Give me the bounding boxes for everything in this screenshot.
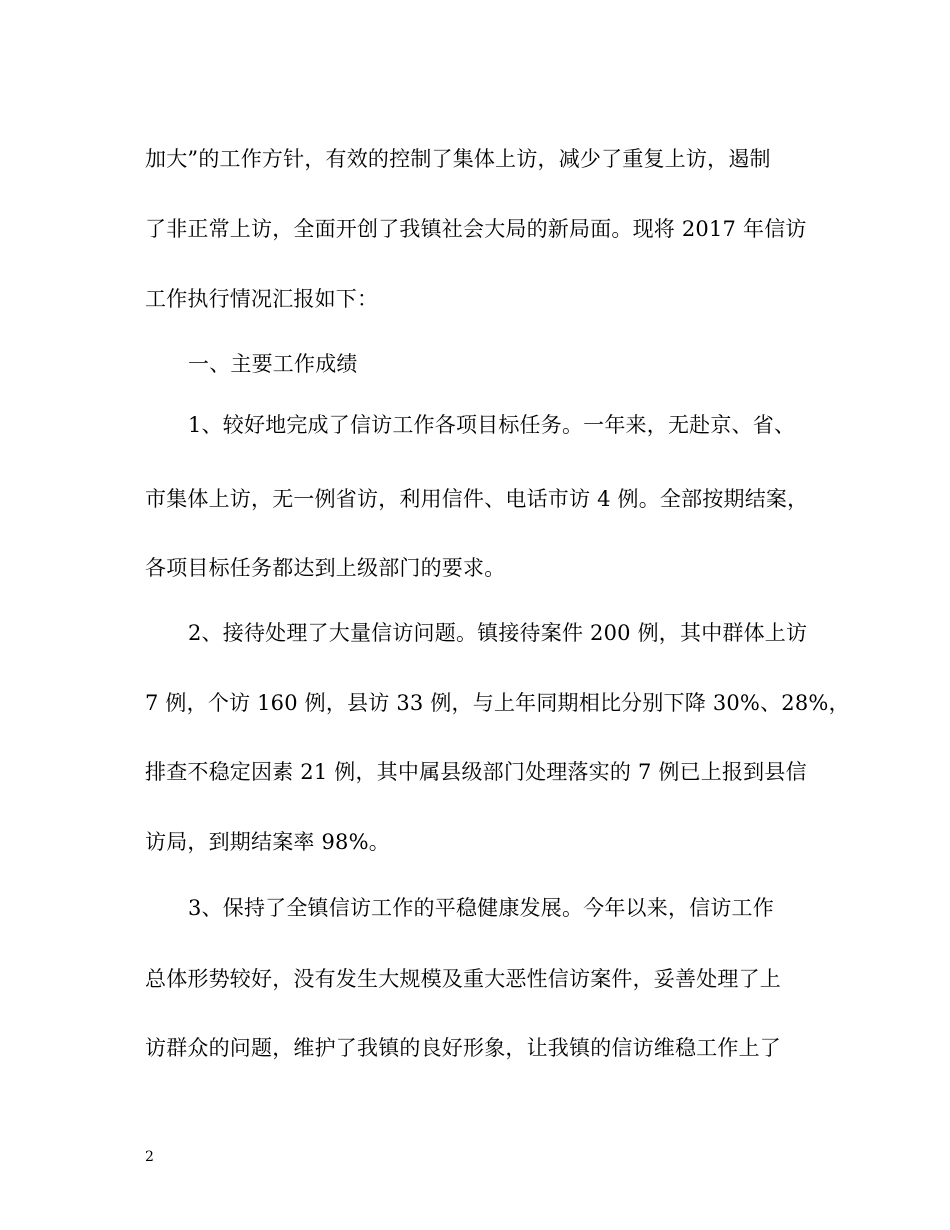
section-heading: 一、主要工作成绩 bbox=[188, 352, 358, 376]
body-text-line: 了非正常上访，全面开创了我镇社会大局的新局面。现将 2017 年信访 bbox=[145, 217, 807, 241]
body-text-line: 各项目标任务都达到上级部门的要求。 bbox=[145, 556, 506, 580]
body-text-line: 总体形势较好，没有发生大规模及重大恶性信访案件，妥善处理了上 bbox=[145, 967, 781, 991]
body-text-line: 加大”的工作方针，有效的控制了集体上访，减少了重复上访，遏制 bbox=[145, 147, 771, 171]
body-text-line: 市集体上访，无一例省访，利用信件、电话市访 4 例。全部按期结案， bbox=[145, 487, 809, 511]
body-text-line: 排查不稳定因素 21 例，其中属县级部门处理落实的 7 例已上报到县信 bbox=[145, 760, 807, 784]
body-text-line: 2、接待处理了大量信访问题。镇接待案件 200 例，其中群体上访 bbox=[188, 621, 808, 645]
body-text-line: 访群众的问题，维护了我镇的良好形象，让我镇的信访维稳工作上了 bbox=[145, 1036, 781, 1060]
body-text-line: 7 例，个访 160 例，县访 33 例，与上年同期相比分别下降 30%、28%， bbox=[145, 691, 850, 715]
page-number: 2 bbox=[145, 1149, 154, 1165]
body-text-line: 工作执行情况汇报如下： bbox=[145, 287, 379, 311]
body-text-line: 3、保持了全镇信访工作的平稳健康发展。今年以来，信访工作 bbox=[188, 896, 774, 920]
body-text-line: 访局，到期结案率 98%。 bbox=[145, 830, 390, 854]
body-text-line: 1、较好地完成了信访工作各项目标任务。一年来，无赴京、省、 bbox=[188, 413, 796, 437]
